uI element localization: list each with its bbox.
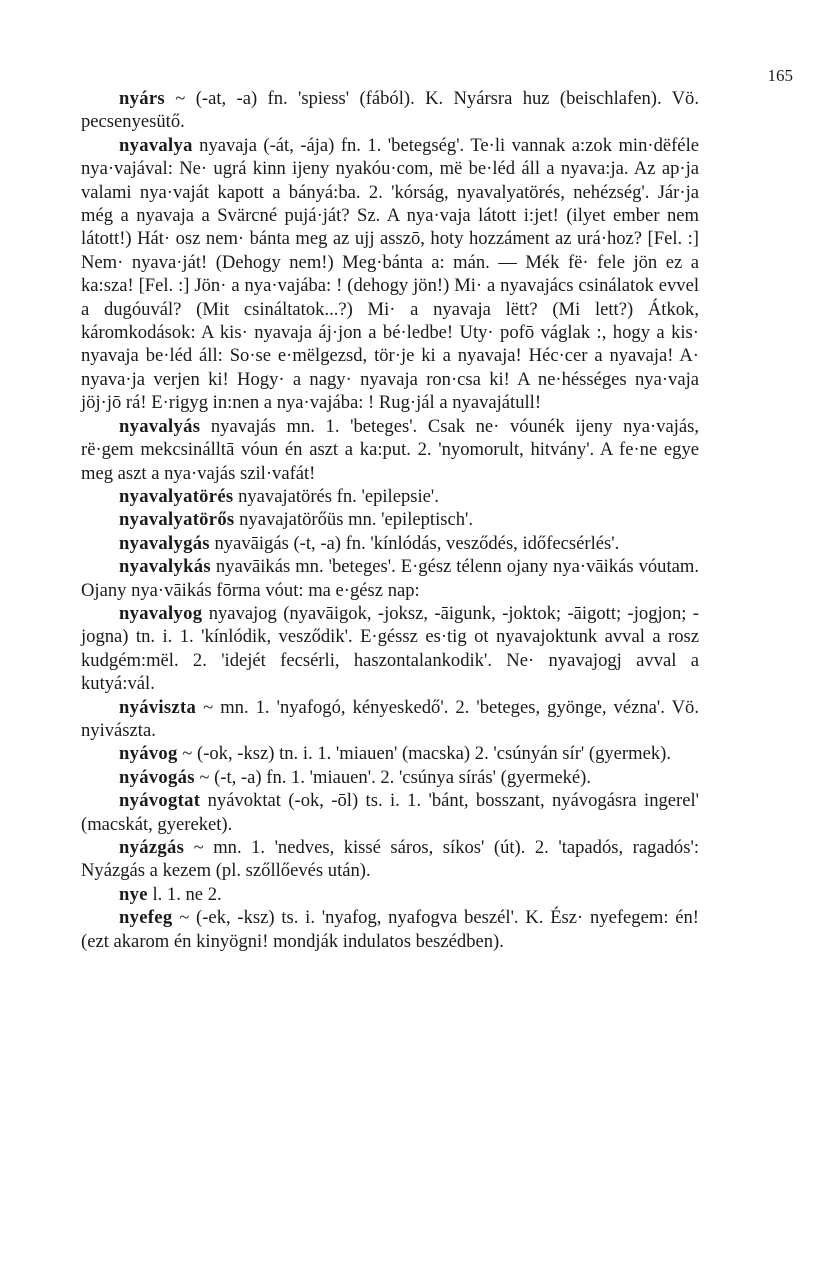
page-number: 165 [767, 66, 793, 85]
entry-body: ~ mn. 1. 'nyafogó, kényeskedő'. 2. 'beteges, gyönge, vézna'. Vö. nyivászta. [81, 696, 699, 741]
entry-body: ~ (-ok, -ksz) tn. i. 1. 'miauen' (macska) 2. 'csúnyán sír' (gyermek). [182, 743, 671, 765]
entry-body: nyavajog (nyavāigok, -joksz, -āigunk, -joktok; -āigott; -jogjon; -jogna) tn. i. 1. 'kínlódik, vesződik'. E·géssz es·tig ot nyavajoktunk avval a rosz kudgém:mël. 2. 'idejét fecsérli, haszontalankodik'. Ne· nyavajogj avval a kutyá:vál. [81, 602, 699, 695]
entry-nyaviszta [81, 696, 699, 743]
entry-body: nyávoktat (-ok, -ōl) ts. i. 1. 'bánt, bosszant, nyávogásra ingerel' (macskát, gyereket). [81, 790, 699, 835]
headword: nyavalyatörős [119, 509, 235, 531]
headword: nyávisztа [119, 696, 197, 718]
headword: nyávog [119, 743, 178, 765]
headword: nye [119, 883, 148, 905]
headword: nyavalygás [119, 532, 210, 554]
entry-nyars [81, 87, 699, 134]
entry-nyavalyatoros [81, 508, 699, 531]
entry-body: nyavāikás mn. 'beteges'. E·gész télenn ojany nya·vāikás vóutam. Ojany nya·vāikás fōrma vóut: ma e·gész nap: [81, 556, 699, 601]
entry-body: l. 1. ne 2. [152, 883, 222, 905]
entry-nyazgas [81, 836, 699, 883]
entry-body: nyavajás mn. 1. 'beteges'. Csak ne· vóunék ijeny nya·vajás, rë·gem mekcsinálltā vóun én aszt a ka:put. 2. 'nyomorult, hitvány'. A fe·ne egye meg aszt a nya·vajás szil·vafát! [81, 415, 699, 484]
headword: nyárs [119, 88, 165, 109]
headword: nyavalya [119, 134, 193, 156]
entry-nyavalykas [81, 555, 699, 602]
headword: nyavalyog [119, 602, 203, 624]
headword: nyávogtat [119, 790, 201, 812]
entry-nyavalya [81, 134, 699, 415]
entry-body: ~ (-at, -a) fn. 'spiess' (fából). K. Nyársra huz (beischlafen). Vö. pecsenyesütő. [81, 88, 699, 133]
headword: nyávogás [119, 766, 195, 788]
headword: nyavalyatörés [119, 485, 234, 507]
entry-nyavalyog [81, 602, 699, 696]
entry-body: nyavāigás (-t, -a) fn. 'kínlódás, vesződés, időfecsérlés'. [214, 532, 620, 554]
entry-body: nyavaja (-át, -ája) fn. 1. 'betegség'. Te·li vannak a:zok min·dëféle nya·vajával: Ne· ugrá kinn ijeny nyakóu·com, më be·léd áll a nyava:ja. Az ap·ja valami nya·vaját kapott a bányá:ba. 2. 'kórság, nyavalyatörés, nehézség'. Jár·ja még a nyavaja a Svärcné pujá·ját? Sz. A nya·vaja látott i:jet! (ilyet ember nem látott!) Hát· osz nem· bánta meg az ujj asszō, hoty hozzáment az urá·hoz? [Fel. :] Nem· nyava·ját! (Dehogy nem!) Meg·bánta a: mán. — Mék fë· fele jön ez a ka:sza! [Fel. :] Jön· a nya·vajába: ! (dehogy jön!) Mi· a nyavajács csinálatok evvel a dugóuvál? (Mit csináltatok...?) Mi· a nyavaja lëtt? (Mi lett?) Átkok, káromkodások: A kis· nyavaja áj·jon a bé·ledbe! Uty· pofō váglak :, hogy a kis· nyavaja be·léd áll: So·se e·mëlgezsd, tör·je ki a nyavaja! Héc·cer a nyavaja! A· nyava·ja verjen ki! Hogy· a nagy· nyavaja ron·csa ki! A ne·hésséges nya·vaja jöj·jō rá! E·rigyg in:nen a nya·vajába: ! Rug·jál a nyavajátull! [81, 134, 699, 414]
entry-nyavogas [81, 766, 699, 789]
headword: nyázgás [119, 837, 185, 858]
entry-body: nyavajatörőüs mn. 'epileptisch'. [239, 509, 474, 531]
entry-body: ~ mn. 1. 'nedves, kissé sáros, síkos' (út). 2. 'tapadós, ragadós': Nyázgás a kezem (pl. szőllőevés után). [81, 837, 699, 882]
headword: nyavalykás [119, 556, 211, 578]
entry-nyavog [81, 742, 699, 765]
entry-body: ~ (-t, -a) fn. 1. 'miauen'. 2. 'csúnya sírás' (gyermeké). [199, 766, 592, 788]
entry-body: nyavajatörés fn. 'epilepsie'. [238, 485, 439, 507]
entry-nyavalygas [81, 532, 699, 555]
text-column [81, 87, 699, 953]
entry-nyavalyas [81, 415, 699, 485]
headword: nyefeg [119, 907, 173, 929]
entry-nyefeg [81, 906, 699, 953]
entry-nyavalyatores [81, 485, 699, 508]
headword: nyavalyás [119, 415, 201, 437]
entry-nyavogtat [81, 789, 699, 836]
entry-nye [81, 883, 699, 906]
entry-body: ~ (-ek, -ksz) ts. i. 'nyafog, nyafogva beszél'. K. Ész· nyefegem: én! (ezt akarom én kinyögni! mondják indulatos beszédben). [81, 907, 699, 952]
